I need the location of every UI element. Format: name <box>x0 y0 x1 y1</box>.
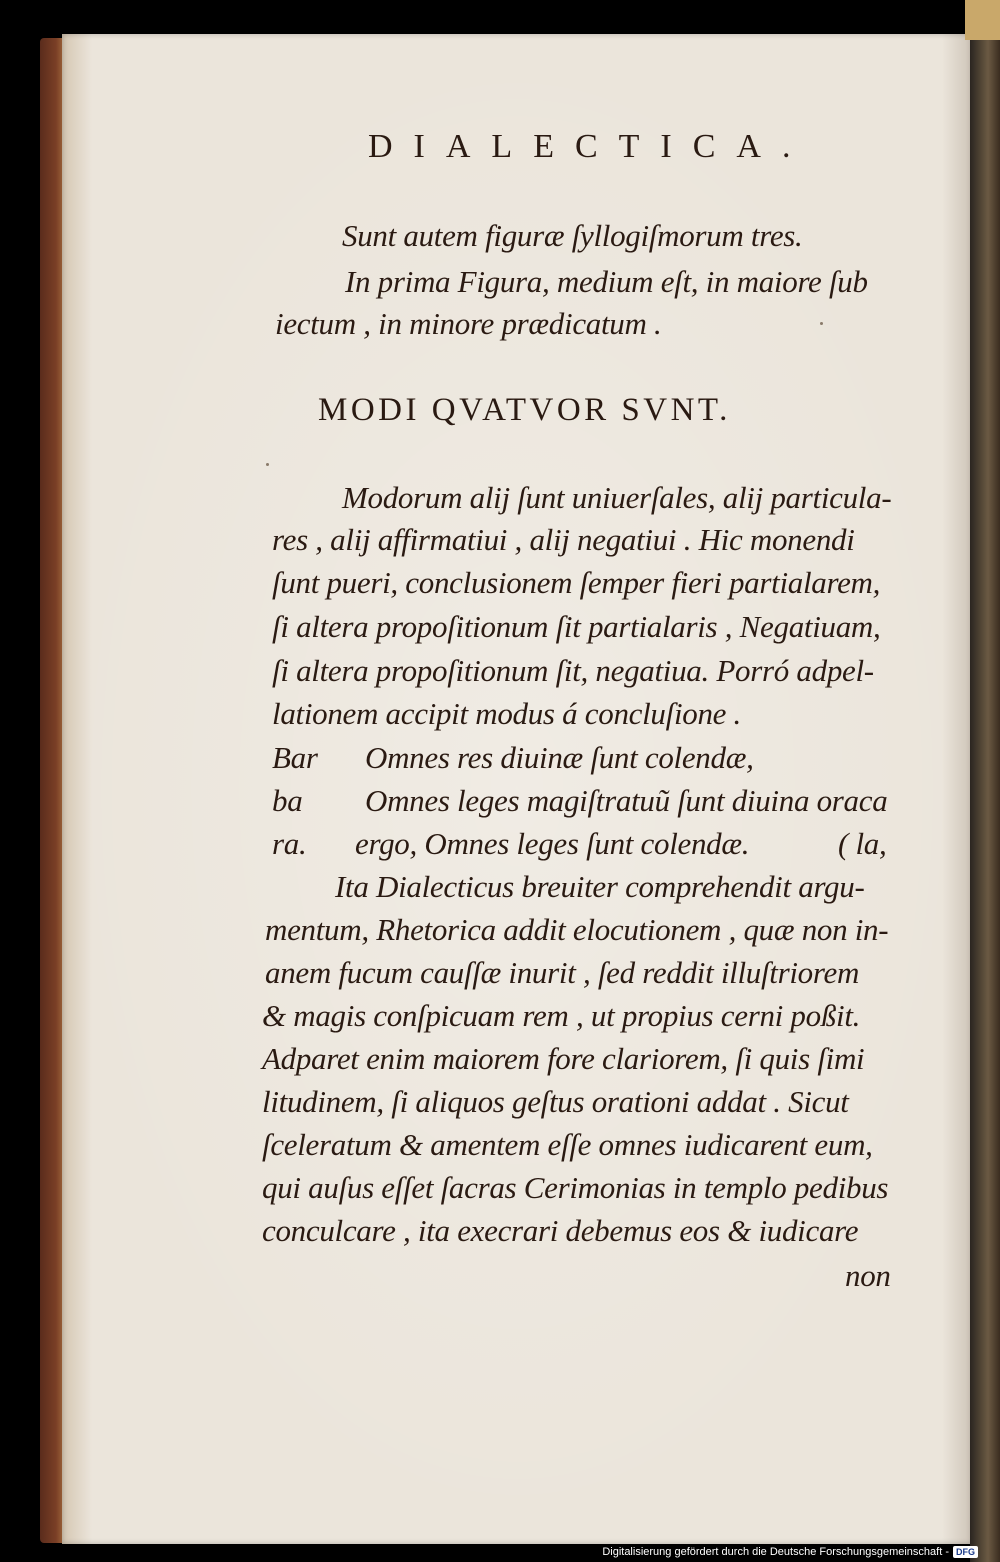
section-title: MODI QVATVOR SVNT. <box>318 392 731 428</box>
text-line: conculcare , ita execrari debemus eos & iudicare <box>262 1213 859 1248</box>
text-line: Adparet enim maiorem fore clariorem, ſi quis ſimi <box>262 1041 865 1076</box>
text-line: qui auſus eſſet ſacras Cerimonias in templo pedibus <box>262 1170 889 1205</box>
text-line: mentum, Rhetorica addit elocutionem , quæ non in- <box>265 912 889 947</box>
syllogism-tail: ( la, <box>838 826 887 861</box>
syllogism-label: ra. <box>272 826 307 861</box>
syllogism-text: ergo, Omnes leges ſunt colendæ. <box>355 826 750 861</box>
text-line: Modorum alij ſunt uniuerſales, alij particula- <box>342 480 892 515</box>
syllogism-text: Omnes leges magiſtratuũ ſunt diuina oraca <box>365 783 888 818</box>
paper-speck <box>820 322 823 325</box>
text-line: In prima Figura, medium eſt, in maiore ſub <box>345 264 868 299</box>
paper-speck <box>266 463 269 466</box>
text-line: iectum , in minore prædicatum . <box>275 306 662 341</box>
text-line: ſunt pueri, conclusionem ſemper fieri partialarem, <box>272 565 881 600</box>
footer-text: Digitalisierung gefördert durch die Deutsche Forschungsgemeinschaft - <box>602 1546 949 1558</box>
dfg-logo-icon: DFG <box>953 1546 978 1558</box>
text-line: res , alij affirmatiui , alij negatiui . Hic monendi <box>272 522 855 557</box>
page-corner <box>965 0 1000 40</box>
text-line: Ita Dialecticus breuiter comprehendit argu- <box>335 869 865 904</box>
text-line: Sunt autem figuræ ſyllogiſmorum tres. <box>342 218 803 253</box>
text-line: anem fucum cauſſæ inurit , ſed reddit illuſtriorem <box>265 955 860 990</box>
text-line: & magis conſpicuam rem , ut propius cerni poßit. <box>262 998 861 1033</box>
syllogism-text: Omnes res diuinæ ſunt colendæ, <box>365 740 754 775</box>
text-line: ſi altera propoſitionum ſit partialaris , Negatiuam, <box>272 609 881 644</box>
syllogism-label: ba <box>272 783 303 818</box>
text-line: ſi altera propoſitionum ſit, negatiua. Porró adpel- <box>272 653 874 688</box>
page-edge <box>970 0 1000 1562</box>
text-line: litudinem, ſi aliquos geſtus orationi addat . Sicut <box>262 1084 849 1119</box>
syllogism-label: Bar <box>272 740 318 775</box>
footer <box>602 1546 978 1558</box>
text-line: ſceleratum & amentem eſſe omnes iudicarent eum, <box>262 1127 873 1162</box>
catchword: non <box>845 1258 891 1293</box>
page-header-title: DIALECTICA. <box>368 128 812 165</box>
text-line: lationem accipit modus á concluſione . <box>272 696 742 731</box>
